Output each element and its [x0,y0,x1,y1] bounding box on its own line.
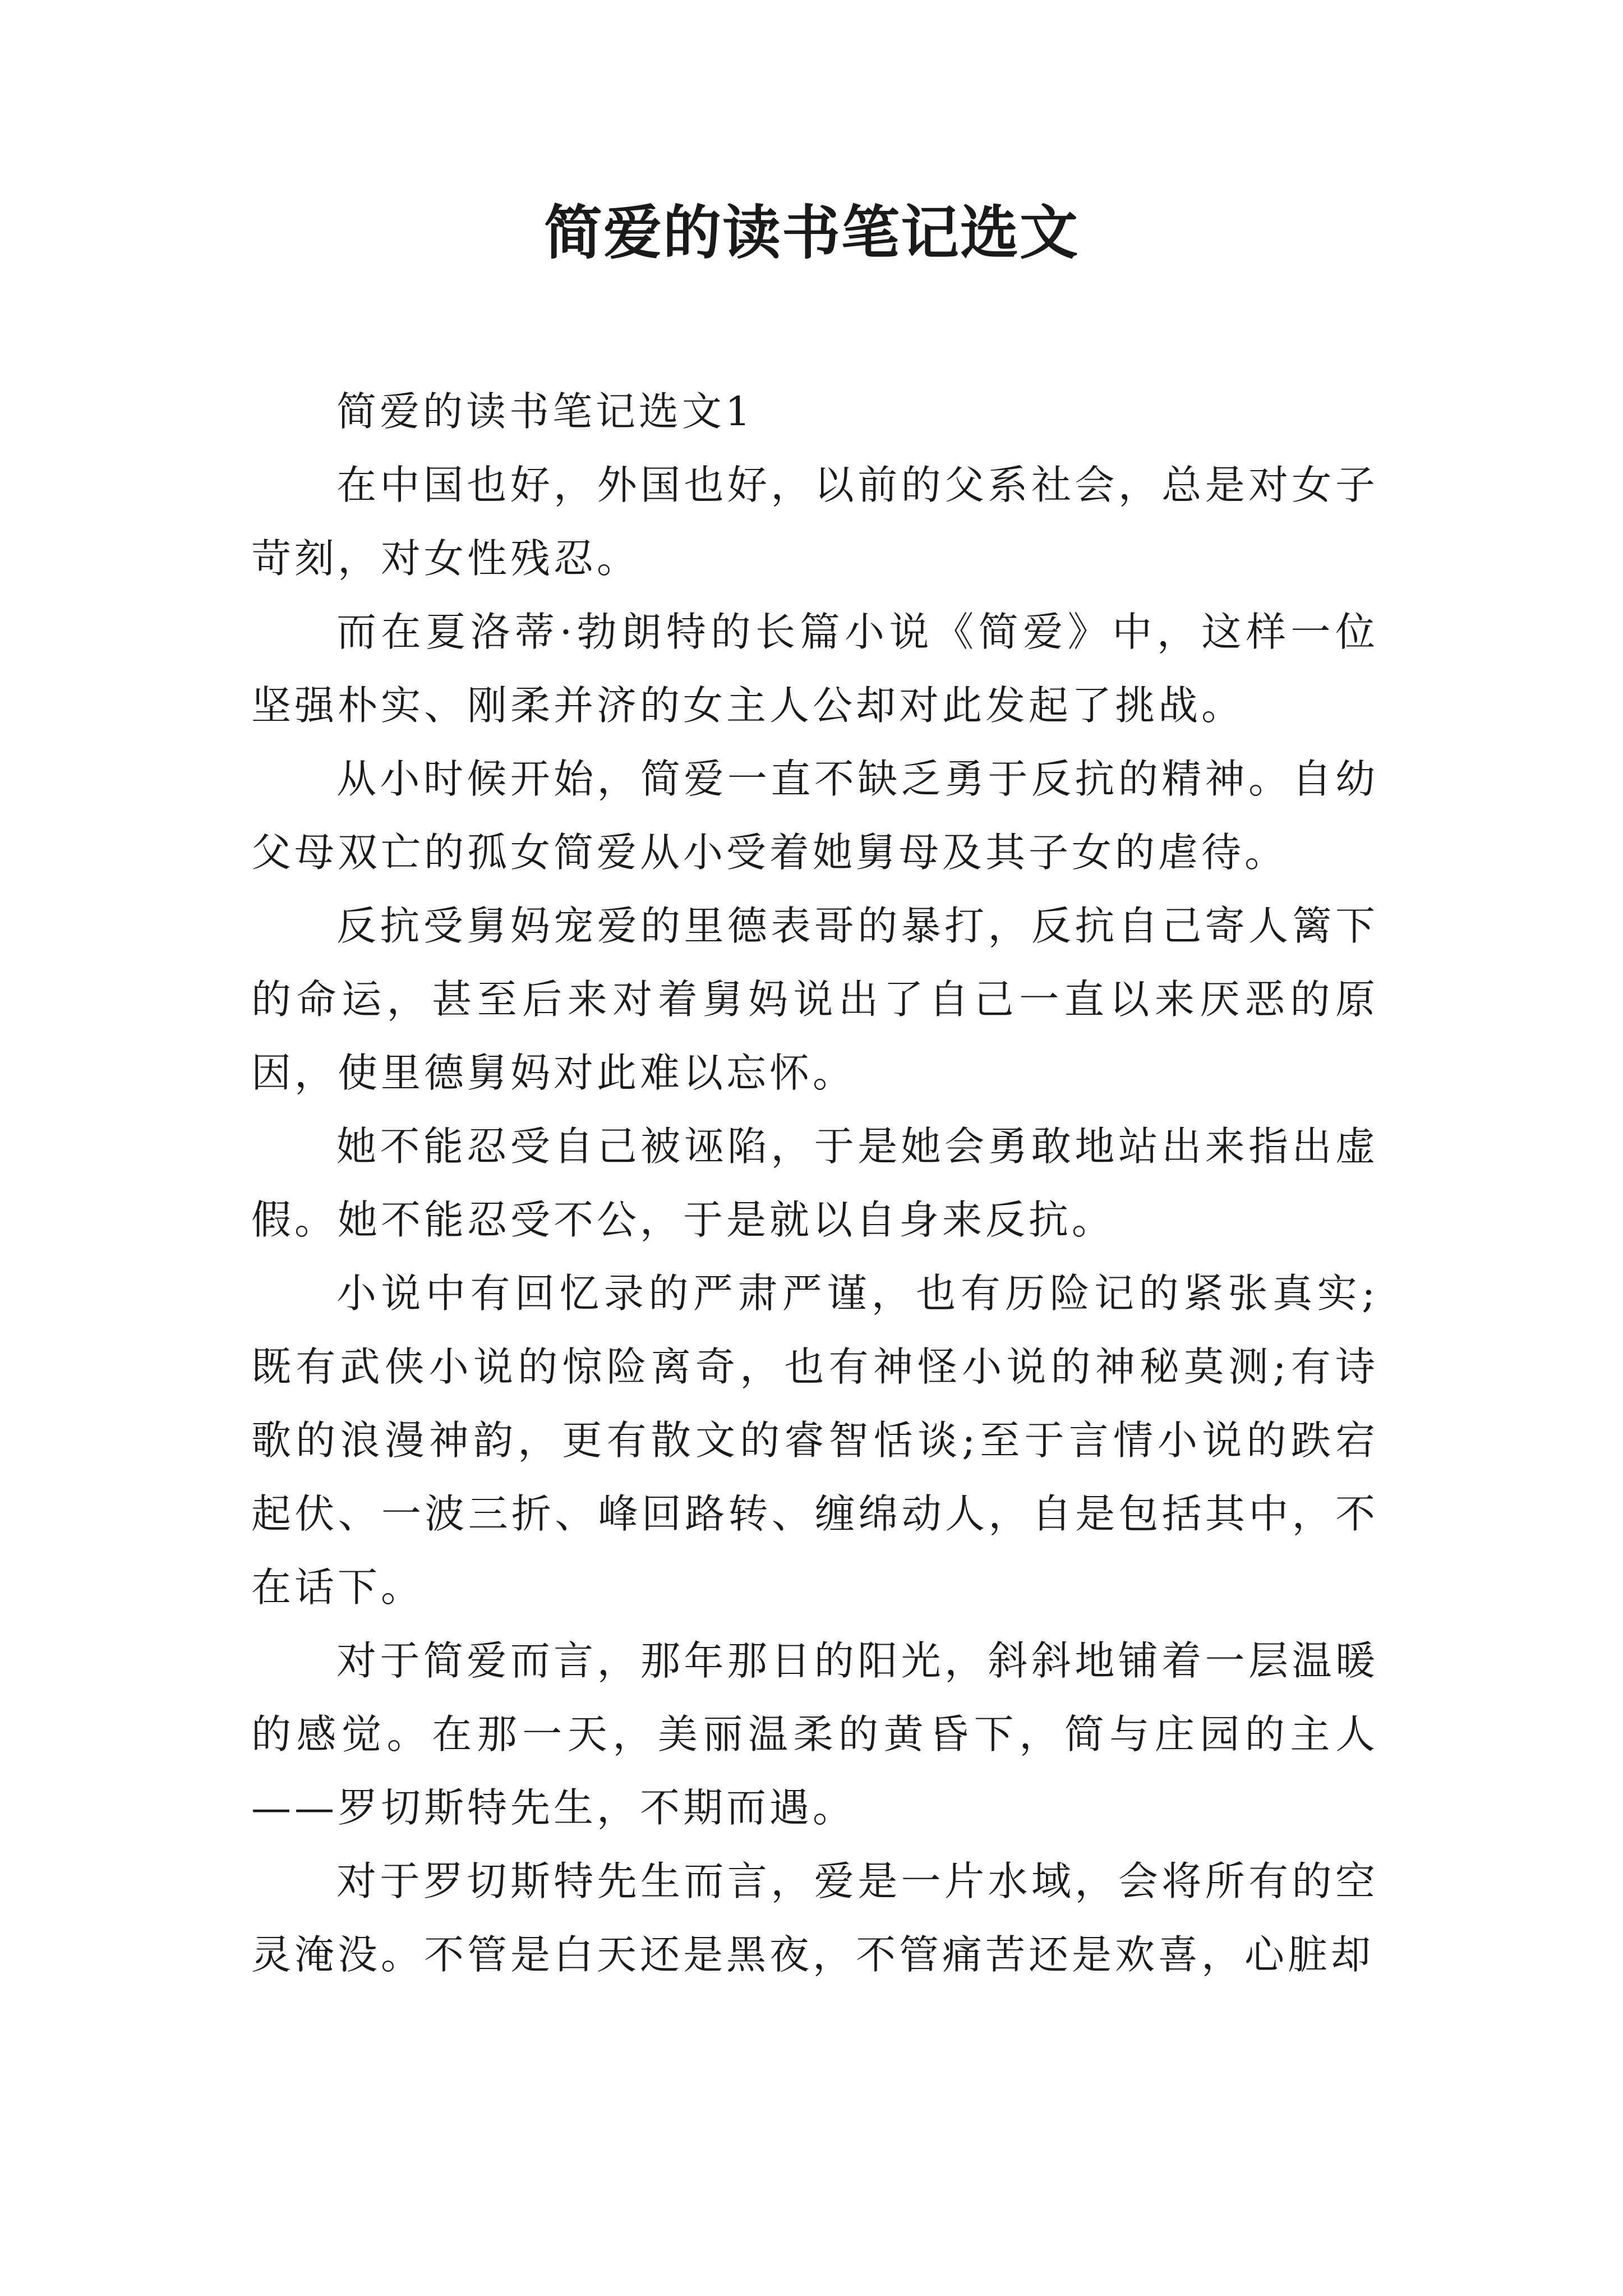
paragraph: 反抗受舅妈宠爱的里德表哥的暴打，反抗自己寄人篱下的命运，甚至后来对着舅妈说出了自己一直以来厌恶的原因，使里德舅妈对此难以忘怀。 [251,903,1378,1096]
paragraph: 而在夏洛蒂·勃朗特的长篇小说《简爱》中，这样一位坚强朴实、刚柔并济的女主人公却对此发起了挑战。 [251,609,1378,729]
paragraph: 在中国也好，外国也好，以前的父系社会，总是对女子苛刻，对女性残忍。 [251,462,1378,582]
document-body [251,375,1378,1991]
paragraph: 她不能忍受自己被诬陷，于是她会勇敢地站出来指出虚假。她不能忍受不公，于是就以自身来反抗。 [251,1123,1378,1243]
paragraph: 从小时候开始，简爱一直不缺乏勇于反抗的精神。自幼父母双亡的孤女简爱从小受着她舅母及其子女的虐待。 [251,756,1378,876]
paragraph: 小说中有回忆录的严肃严谨，也有历险记的紧张真实;既有武侠小说的惊险离奇，也有神怪小说的神秘莫测;有诗歌的浪漫神韵，更有散文的睿智恬谈;至于言情小说的跌宕起伏、一波三折、峰回路转、缠绵动人，自是包括其中，不在话下。 [251,1270,1378,1611]
document-title: 简爱的读书笔记选文 [543,198,1079,267]
paragraph: 对于罗切斯特先生而言，爱是一片水域，会将所有的空灵淹没。不管是白天还是黑夜，不管痛苦还是欢喜，心脏却 [251,1858,1378,1978]
paragraph-section-heading: 简爱的读书笔记选文1 [336,388,754,435]
paragraph: 对于简爱而言，那年那日的阳光，斜斜地铺着一层温暖的感觉。在那一天，美丽温柔的黄昏下，简与庄园的主人——罗切斯特先生，不期而遇。 [251,1637,1378,1831]
